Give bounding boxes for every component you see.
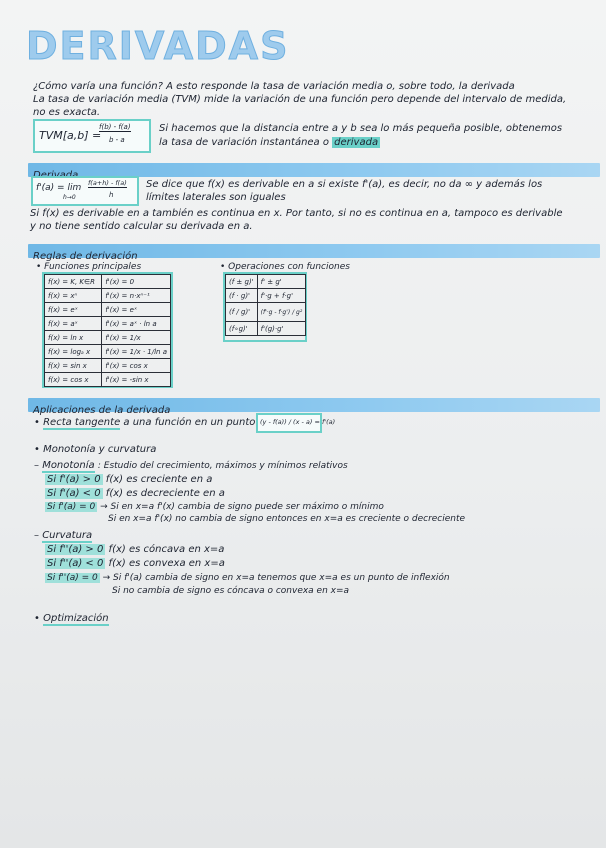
table-row xyxy=(45,373,171,387)
table-cell: f'(g)·g' xyxy=(257,322,306,336)
funciones-table-frame xyxy=(42,272,173,388)
curvatura-line xyxy=(34,530,92,542)
table-cell: f(x) = sin x xyxy=(45,359,102,373)
table-cell: f'(x) = -sin x xyxy=(102,373,171,387)
tvm-formula-box xyxy=(33,119,151,153)
operaciones-table xyxy=(225,274,306,336)
table-cell: f(x) = aˣ xyxy=(45,317,102,331)
table-cell: (f'·g - f·g') / g² xyxy=(257,303,306,322)
table-row xyxy=(45,331,171,345)
derivada-highlight: derivada xyxy=(334,137,379,148)
monotonia-text: : Estudio del crecimiento, máximos y mínimos relativos xyxy=(97,461,348,471)
table-row xyxy=(45,359,171,373)
funciones-table xyxy=(44,274,171,387)
table-cell: f(x) = cos x xyxy=(45,373,102,387)
mono2-cond: Si f'(a) < 0 xyxy=(47,488,101,499)
curv-line-2 xyxy=(45,558,225,570)
mono3-cond: Si f'(a) = 0 xyxy=(47,502,96,512)
table-cell: (f · g)' xyxy=(226,289,258,303)
operaciones-table-frame xyxy=(223,272,307,342)
page-title: DERIVADAS xyxy=(26,24,290,68)
table-row xyxy=(226,303,306,322)
bullet-icon: • xyxy=(34,613,40,624)
mono-line-3 xyxy=(45,501,384,513)
mono1-text: f(x) es creciente en a xyxy=(105,474,213,485)
curv1-cond: Si f''(a) > 0 xyxy=(47,544,104,555)
monotonia-label: Monotonía xyxy=(42,460,95,471)
recta-label: Recta tangente xyxy=(43,417,121,428)
mono3-text: → Si en x=a f'(x) cambia de signo puede ser máximo o mínimo xyxy=(100,502,384,512)
monotonia-curvatura-label: • Monotonía y curvatura xyxy=(34,444,157,455)
curvatura-label: Curvatura xyxy=(42,530,93,541)
table-row xyxy=(45,303,171,317)
dash-icon: – xyxy=(34,530,43,541)
curv3-cond: Si f''(a) = 0 xyxy=(47,573,98,583)
recta-formula: (y - f(a)) / (x - a) = f'(a) xyxy=(260,418,336,426)
table-cell: f(x) = eˣ xyxy=(45,303,102,317)
intro-line-3: no es exacta. xyxy=(33,107,101,118)
section-band-reglas xyxy=(28,244,600,262)
tvm-denominator: b - a xyxy=(109,136,125,144)
derivada-text-2: límites laterales son iguales xyxy=(146,192,286,203)
table-row xyxy=(45,317,171,331)
intro-line-1: ¿Cómo varía una función? A esto responde la tasa de variación media o, sobre todo, la derivada xyxy=(33,81,515,92)
table-cell: f(x) = ln x xyxy=(45,331,102,345)
section-band-aplicaciones xyxy=(28,398,600,416)
table-cell: (f∘g)' xyxy=(226,322,258,336)
monotonia-line xyxy=(34,460,348,472)
intro-line-2: La tasa de variación media (TVM) mide la variación de una función pero depende del intervalo de medida, xyxy=(33,94,567,105)
mono1-cond: Si f'(a) > 0 xyxy=(47,474,101,485)
recta-line xyxy=(34,417,255,429)
bullet-icon: • xyxy=(34,417,40,428)
section-heading-reglas: Reglas de derivación xyxy=(33,251,138,262)
tvm-numerator: f(b) - f(a) xyxy=(99,123,131,131)
curv2-text: f(x) es convexa en x=a xyxy=(108,558,225,569)
derivada-text-1: Se dice que f(x) es derivable en a si existe f'(a), es decir, no da ∞ y además los xyxy=(146,179,543,190)
table-row xyxy=(226,322,306,336)
table-row xyxy=(226,275,306,289)
curv3-text: → Si f'(a) cambia de signo en x=a tenemos que x=a es un punto de inflexión xyxy=(102,573,450,583)
table-row xyxy=(45,345,171,359)
mono-line-2 xyxy=(45,488,225,500)
table-row xyxy=(45,275,171,289)
curv-line-4: Si no cambia de signo es cóncava o convexa en x=a xyxy=(112,586,350,596)
funciones-label: • Funciones principales xyxy=(36,262,142,272)
table-cell: f(x) = K, K∈R xyxy=(45,275,102,289)
recta-formula-box xyxy=(256,413,336,433)
table-cell: f'(x) = cos x xyxy=(102,359,171,373)
table-cell: f' ± g' xyxy=(257,275,306,289)
table-cell: f(x) = logₐ x xyxy=(45,345,102,359)
derivative-definition-box xyxy=(31,176,139,206)
tvm-text-2-main: la tasa de variación instantánea o xyxy=(159,137,329,148)
derivative-denominator: h xyxy=(109,191,114,199)
table-cell: f'(x) = 0 xyxy=(102,275,171,289)
mono-line-4: Si en x=a f'(x) no cambia de signo entonces en x=a es creciente o decreciente xyxy=(108,514,466,524)
table-cell: f'(x) = n·xⁿ⁻¹ xyxy=(102,289,171,303)
table-row xyxy=(45,289,171,303)
optimizacion-line xyxy=(34,613,109,625)
tvm-text-2 xyxy=(159,137,380,149)
derivative-lim-label: f'(a) = lim xyxy=(36,183,82,193)
recta-text: a una función en un punto xyxy=(123,417,256,428)
curv2-cond: Si f''(a) < 0 xyxy=(47,558,104,569)
derivative-lim-sub: h→0 xyxy=(63,194,76,201)
curv1-text: f(x) es cóncava en x=a xyxy=(108,544,225,555)
table-cell: f'(x) = aˣ · ln a xyxy=(102,317,171,331)
derivada-text-4: y no tiene sentido calcular su derivada en a. xyxy=(30,221,253,232)
tvm-text-1: Si hacemos que la distancia entre a y b sea lo más pequeña posible, obtenemos xyxy=(159,123,563,134)
curv-line-3 xyxy=(45,572,450,584)
table-cell: (f / g)' xyxy=(226,303,258,322)
operaciones-label: • Operaciones con funciones xyxy=(220,262,350,272)
mono-line-1 xyxy=(45,474,212,486)
table-cell: f'(x) = eˣ xyxy=(102,303,171,317)
dash-icon: – xyxy=(34,460,43,471)
table-cell: f(x) = xⁿ xyxy=(45,289,102,303)
mono2-text: f(x) es decreciente en a xyxy=(105,488,225,499)
section-heading-aplicaciones: Aplicaciones de la derivada xyxy=(33,405,171,416)
table-row xyxy=(226,289,306,303)
table-cell: (f ± g)' xyxy=(226,275,258,289)
tvm-label: TVM[a,b] = xyxy=(39,129,102,142)
curv-line-1 xyxy=(45,544,224,556)
table-cell: f'(x) = 1/x · 1/ln a xyxy=(102,345,171,359)
section-band-derivada xyxy=(28,163,600,177)
derivada-text-3: Si f(x) es derivable en a también es continua en x. Por tanto, si no es continua en a, tampoco es derivable xyxy=(30,208,563,219)
optimizacion-label: Optimización xyxy=(43,613,109,624)
table-cell: f'(x) = 1/x xyxy=(102,331,171,345)
derivative-numerator: f(a+h) - f(a) xyxy=(88,179,127,187)
table-cell: f'·g + f·g' xyxy=(257,289,306,303)
